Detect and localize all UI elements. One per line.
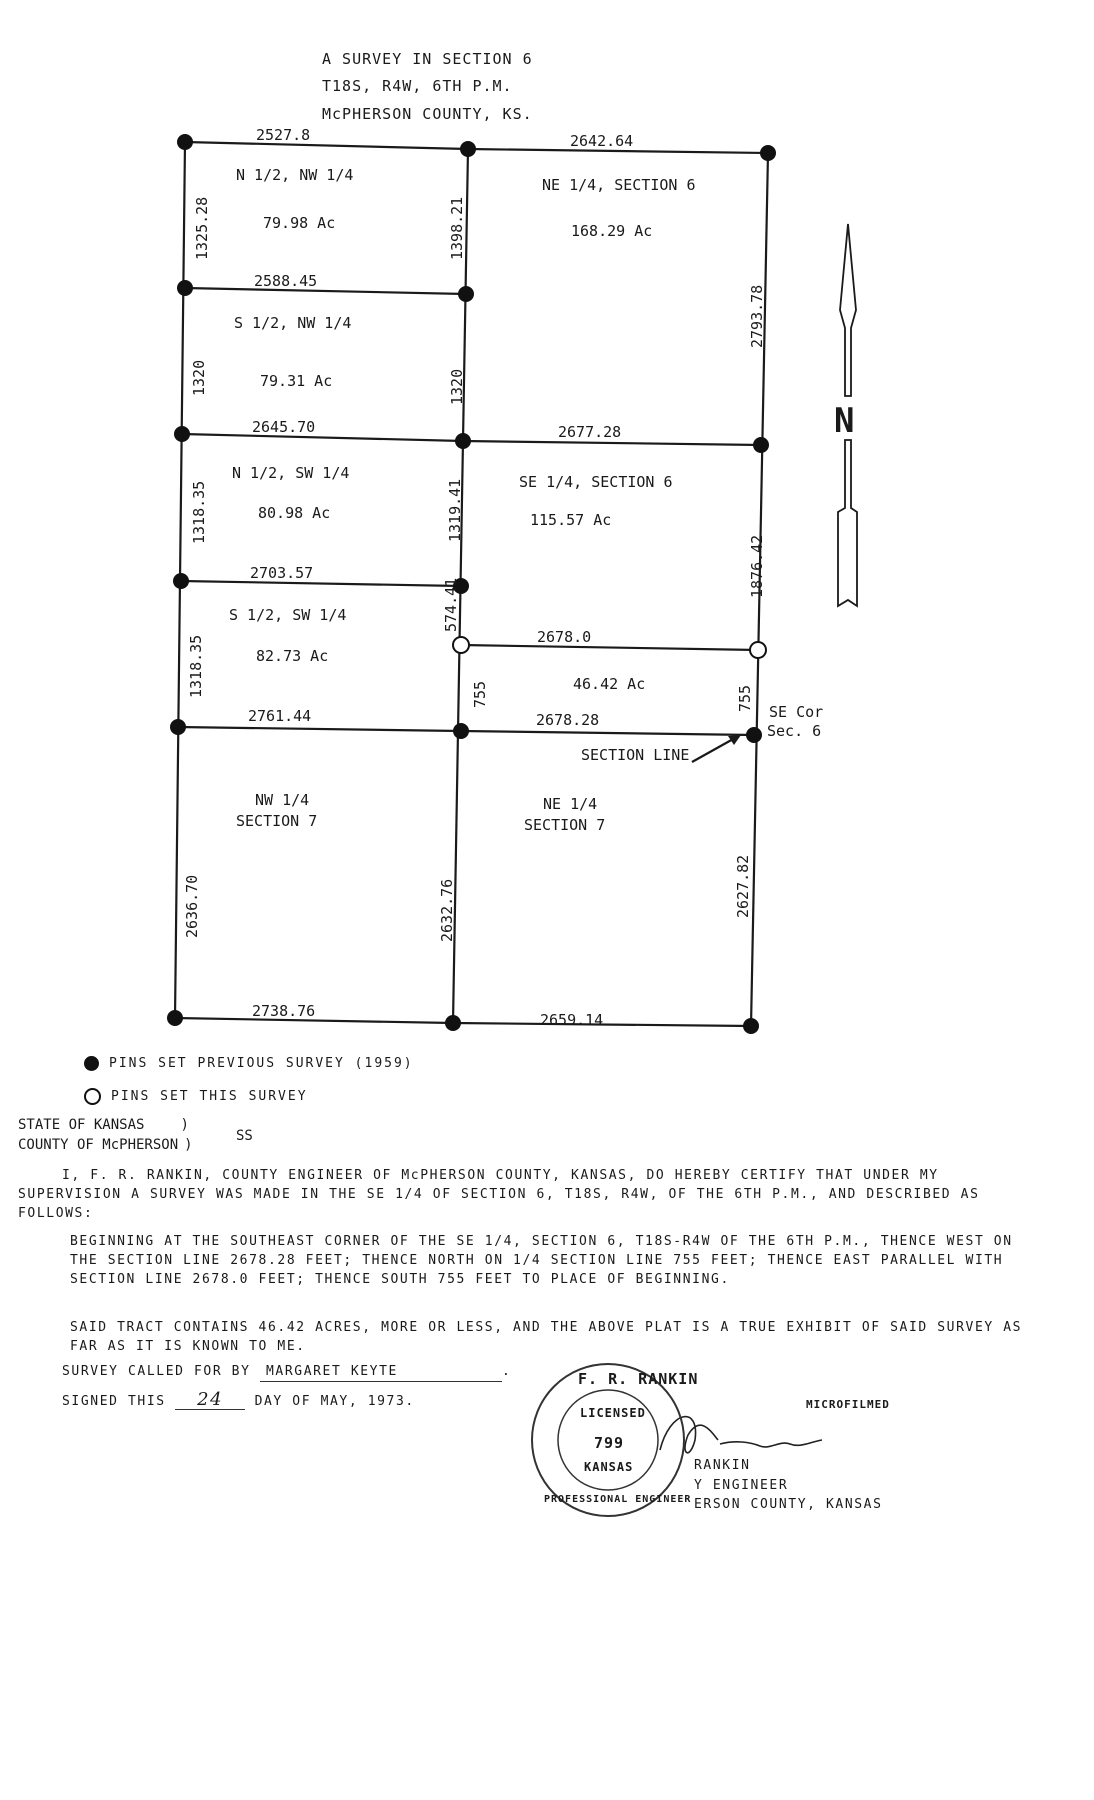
line-sw-mid — [181, 581, 461, 586]
parcel-se-sec6-name: SE 1/4, SECTION 6 — [519, 473, 673, 491]
open-pin-icon — [84, 1088, 101, 1105]
pin-filled — [177, 280, 193, 296]
dim-east-tract: 755 — [736, 684, 754, 712]
survey-title-line3: McPHERSON COUNTY, KS. — [322, 105, 533, 123]
parcel-ne-sec6-area: 168.29 Ac — [571, 222, 653, 240]
pin-filled — [460, 141, 476, 157]
line-section-left — [178, 727, 461, 731]
dim-east-se: 1876.42 — [748, 534, 766, 598]
dim-east-sec7: 2627.82 — [734, 854, 752, 918]
parcel-nw-sec7-line2: SECTION 7 — [236, 812, 318, 830]
signatory-title: Y ENGINEER — [694, 1478, 789, 1493]
county-line: COUNTY OF McPHERSON ) — [18, 1137, 193, 1153]
engineer-seal — [528, 1360, 699, 1520]
line-nw-mid — [185, 288, 466, 294]
dim-bottom-left: 2738.76 — [252, 1002, 316, 1020]
parcel-n-half-sw-area: 80.98 Ac — [258, 504, 331, 522]
line-top-left — [185, 142, 468, 149]
pin-filled — [174, 426, 190, 442]
dim-section-right: 2678.28 — [536, 711, 600, 729]
signatory-county: ERSON COUNTY, KANSAS — [694, 1497, 883, 1512]
dim-west-nw-n: 1325.28 — [193, 196, 211, 260]
se-corner-label-2: Sec. 6 — [767, 722, 822, 740]
parcel-n-half-nw-area: 79.98 Ac — [263, 214, 336, 232]
called-for-name: MARGARET KEYTE — [260, 1362, 502, 1382]
dim-quarter-right: 2677.28 — [558, 423, 622, 441]
dim-mid-sw-n: 1319.41 — [446, 478, 464, 542]
dim-top-left: 2527.8 — [256, 126, 311, 144]
filled-pin-icon — [84, 1056, 99, 1071]
dim-mid-nw-s: 1320 — [448, 368, 466, 405]
signatory-name: RANKIN — [694, 1458, 751, 1473]
cert-intro: I, F. R. RANKIN, COUNTY ENGINEER OF McPHERSON COUNTY, KANSAS, DO HEREBY CERTIFY THAT UNDER MY SUPERVISION A SURVEY WAS MADE IN THE SE 1/4 OF SECTION 6, T18S, R4W, OF THE 6TH P.M., AND DESCRIBED AS FOLLOWS: — [18, 1168, 980, 1221]
parcel-ne-sec7-line2: SECTION 7 — [524, 816, 606, 834]
seal-number: 799 — [594, 1434, 625, 1452]
survey-called-for: SURVEY CALLED FOR BY MARGARET KEYTE . — [62, 1362, 511, 1382]
pin-filled — [453, 723, 469, 739]
dim-top-right: 2642.64 — [570, 132, 634, 150]
dim-mid-tract: 755 — [471, 680, 489, 708]
seal-licensed: LICENSED — [580, 1406, 646, 1420]
pin-filled — [455, 433, 471, 449]
dim-mid-sec7: 2632.76 — [438, 878, 456, 942]
signed-date: SIGNED THIS 24 DAY OF MAY, 1973. — [62, 1389, 415, 1410]
parcel-s-half-sw-area: 82.73 Ac — [256, 647, 329, 665]
seal-state: KANSAS — [584, 1460, 634, 1474]
legend-filled: PINS SET PREVIOUS SURVEY (1959) — [84, 1056, 414, 1071]
seal-profession: PROFESSIONAL ENGINEER — [544, 1494, 692, 1505]
parcel-ne-sec6-name: NE 1/4, SECTION 6 — [542, 176, 696, 194]
dim-mid-sw-s: 574.41 — [442, 577, 460, 632]
state-line: STATE OF KANSAS ) — [18, 1117, 189, 1133]
line-tract-top — [461, 645, 758, 650]
pin-filled — [760, 145, 776, 161]
north-label: N — [834, 401, 855, 441]
signed-day: 24 — [175, 1390, 245, 1410]
cert-contains: SAID TRACT CONTAINS 46.42 ACRES, MORE OR LESS, AND THE ABOVE PLAT IS A TRUE EXHIBIT OF SAID SURVEY AS FAR AS IT IS KNOWN TO ME. — [70, 1320, 1023, 1354]
parcel-ne-sec7-line1: NE 1/4 — [543, 795, 598, 813]
parcel-tract-area: 46.42 Ac — [573, 675, 646, 693]
line-section-right — [461, 731, 754, 735]
microfilm-stamp: MICROFILMED — [806, 1398, 890, 1411]
se-corner-label-1: SE Cor — [769, 703, 824, 721]
line-quarter-right — [463, 441, 761, 445]
parcel-n-half-nw-name: N 1/2, NW 1/4 — [236, 166, 354, 184]
section-line-leader — [692, 738, 735, 762]
dim-bottom-right: 2659.14 — [540, 1011, 604, 1029]
parcel-nw-sec7-line1: NW 1/4 — [255, 791, 310, 809]
pin-filled — [743, 1018, 759, 1034]
parcel-s-half-sw-name: S 1/2, SW 1/4 — [229, 606, 347, 624]
dim-tract-top: 2678.0 — [537, 628, 592, 646]
parcel-s-half-nw-name: S 1/2, NW 1/4 — [234, 314, 352, 332]
dim-quarter-left: 2645.70 — [252, 418, 316, 436]
pin-filled — [753, 437, 769, 453]
pin-filled — [746, 727, 762, 743]
pin-open — [750, 642, 766, 658]
section-line-label: SECTION LINE — [581, 746, 690, 764]
pin-filled — [173, 573, 189, 589]
pin-filled — [167, 1010, 183, 1026]
parcel-s-half-nw-area: 79.31 Ac — [260, 372, 333, 390]
dim-east-ne: 2793.78 — [748, 284, 766, 348]
dim-west-sec7: 2636.70 — [183, 874, 201, 938]
survey-title-line2: T18S, R4W, 6TH P.M. — [322, 77, 513, 95]
survey-title-line1: A SURVEY IN SECTION 6 — [322, 50, 533, 68]
legend-open: PINS SET THIS SURVEY — [84, 1088, 308, 1105]
cert-description: BEGINNING AT THE SOUTHEAST CORNER OF THE SE 1/4, SECTION 6, T18S-R4W OF THE 6TH P.M., THENCE WEST ON THE SECTION LINE 2678.28 FEET; THENCE NORTH ON 1/4 SECTION LINE 755 FEET; THENCE EAST PARALLEL WITH SECTION LINE 2678.0 FEET; THENCE SOUTH 755 FEET TO PLACE OF BEGINNING. — [70, 1234, 1013, 1287]
dim-west-sw-s: 1318.35 — [187, 634, 205, 698]
line-quarter-left — [182, 434, 463, 441]
pin-filled — [445, 1015, 461, 1031]
dim-nw-mid: 2588.45 — [254, 272, 318, 290]
dim-sw-mid: 2703.57 — [250, 564, 314, 582]
dim-west-sw-n: 1318.35 — [190, 480, 208, 544]
parcel-n-half-sw-name: N 1/2, SW 1/4 — [232, 464, 350, 482]
ss-label: SS — [236, 1128, 253, 1144]
pin-open — [453, 637, 469, 653]
seal-name: F. R. RANKIN — [578, 1370, 699, 1388]
pin-filled — [170, 719, 186, 735]
dim-section-left: 2761.44 — [248, 707, 312, 725]
parcel-se-sec6-area: 115.57 Ac — [530, 511, 612, 529]
dim-west-nw-s: 1320 — [190, 359, 208, 396]
dim-mid-nw-n: 1398.21 — [448, 196, 466, 260]
pin-filled — [458, 286, 474, 302]
pin-filled — [177, 134, 193, 150]
